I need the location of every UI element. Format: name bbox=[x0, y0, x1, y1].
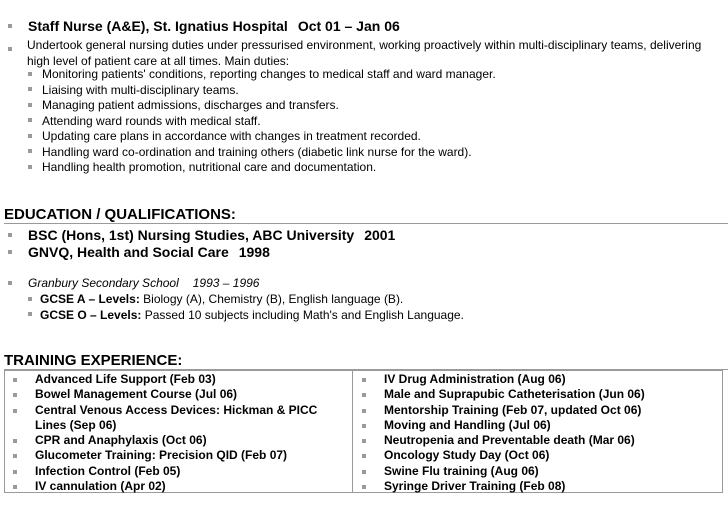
square-bullet-icon bbox=[8, 233, 12, 237]
list-item: Handling health promotion, nutritional care and documentation. bbox=[28, 160, 496, 176]
job-dates: Oct 01 – Jan 06 bbox=[297, 18, 400, 34]
degree-name: GNVQ, Health and Social Care bbox=[28, 244, 229, 260]
degree-item bbox=[8, 244, 270, 260]
square-bullet-icon bbox=[28, 72, 32, 76]
school-item bbox=[8, 276, 259, 290]
square-bullet-icon bbox=[362, 409, 366, 413]
square-bullet-icon bbox=[8, 47, 12, 51]
square-bullet-icon bbox=[28, 87, 32, 91]
job-title: Staff Nurse (A&E), St. Ignatius Hospital bbox=[28, 18, 288, 34]
square-bullet-icon bbox=[13, 485, 17, 489]
job-heading bbox=[8, 18, 400, 34]
column-divider bbox=[352, 371, 353, 492]
list-item: IV cannulation (Apr 02) bbox=[13, 479, 343, 494]
list-item: Managing patient admissions, discharges and transfers. bbox=[28, 98, 496, 114]
gcse-text: Passed 10 subjects including Math's and English Language. bbox=[144, 307, 464, 322]
job-summary: Undertook general nursing duties under pressurised environment, working proactively within multi-disciplinary teams, delivering high level of patient care at all times. Main duties: bbox=[27, 38, 702, 68]
training-list-left bbox=[13, 372, 343, 494]
square-bullet-icon bbox=[13, 393, 17, 397]
square-bullet-icon bbox=[28, 134, 32, 138]
square-bullet-icon bbox=[8, 24, 12, 28]
square-bullet-icon bbox=[362, 454, 366, 458]
list-item bbox=[28, 308, 464, 324]
square-bullet-icon bbox=[28, 103, 32, 107]
list-item: Advanced Life Support (Feb 03) bbox=[13, 372, 343, 387]
training-list-right bbox=[362, 372, 717, 494]
list-item bbox=[28, 292, 464, 308]
square-bullet-icon bbox=[362, 393, 366, 397]
job-duties-list bbox=[28, 67, 496, 176]
list-item: Moving and Handling (Jul 06) bbox=[362, 418, 717, 433]
square-bullet-icon bbox=[8, 250, 12, 254]
square-bullet-icon bbox=[13, 454, 17, 458]
list-item: Male and Suprapubic Catheterisation (Jun 06) bbox=[362, 387, 717, 402]
list-item: Neutropenia and Preventable death (Mar 06) bbox=[362, 433, 717, 448]
gcse-text: Biology (A), Chemistry (B), English language (B). bbox=[143, 292, 404, 306]
list-item: Attending ward rounds with medical staff. bbox=[28, 114, 496, 130]
school-name: Granbury Secondary School bbox=[28, 276, 179, 290]
list-item: Oncology Study Day (Oct 06) bbox=[362, 448, 717, 463]
list-item: Bowel Management Course (Jul 06) bbox=[13, 387, 343, 402]
square-bullet-icon bbox=[28, 165, 32, 169]
school-years: 1993 – 1996 bbox=[192, 276, 260, 290]
square-bullet-icon bbox=[362, 439, 366, 443]
square-bullet-icon bbox=[8, 281, 12, 285]
list-item: Syringe Driver Training (Feb 08) bbox=[362, 479, 717, 494]
list-item: CPR and Anaphylaxis (Oct 06) bbox=[13, 433, 343, 448]
training-table bbox=[4, 370, 723, 493]
square-bullet-icon bbox=[13, 378, 17, 382]
square-bullet-icon bbox=[362, 485, 366, 489]
degree-item bbox=[8, 227, 395, 243]
list-item: Infection Control (Feb 05) bbox=[13, 464, 343, 479]
square-bullet-icon bbox=[28, 118, 32, 122]
gcse-list bbox=[28, 292, 464, 323]
list-item: Monitoring patients' conditions, reporting changes to medical staff and ward manager. bbox=[28, 67, 496, 83]
training-heading: TRAINING EXPERIENCE: bbox=[4, 352, 728, 370]
square-bullet-icon bbox=[28, 149, 32, 153]
list-item: Swine Flu training (Aug 06) bbox=[362, 464, 717, 479]
degree-year: 1998 bbox=[238, 244, 270, 260]
degree-year: 2001 bbox=[364, 227, 396, 243]
square-bullet-icon bbox=[362, 378, 366, 382]
square-bullet-icon bbox=[13, 439, 17, 443]
list-item: IV Drug Administration (Aug 06) bbox=[362, 372, 717, 387]
gcse-label: GCSE A – Levels: bbox=[40, 292, 140, 306]
list-item: Handling ward co-ordination and training others (diabetic link nurse for the ward). bbox=[28, 145, 496, 161]
degree-name: BSC (Hons, 1st) Nursing Studies, ABC University bbox=[28, 227, 355, 243]
list-item: Updating care plans in accordance with changes in treatment recorded. bbox=[28, 129, 496, 145]
list-item: Liaising with multi-disciplinary teams. bbox=[28, 83, 496, 99]
square-bullet-icon bbox=[28, 297, 32, 301]
list-item: Glucometer Training: Precision QID (Feb 07) bbox=[13, 448, 343, 463]
square-bullet-icon bbox=[362, 470, 366, 474]
gcse-label: GCSE O – Levels: bbox=[40, 307, 142, 322]
square-bullet-icon bbox=[13, 409, 17, 413]
square-bullet-icon bbox=[13, 470, 17, 474]
list-item: Central Venous Access Devices: Hickman & PICC Lines (Sep 06) bbox=[13, 403, 343, 434]
square-bullet-icon bbox=[28, 312, 32, 316]
education-heading: EDUCATION / QUALIFICATIONS: bbox=[4, 206, 728, 224]
list-item: Mentorship Training (Feb 07, updated Oct 06) bbox=[362, 403, 717, 418]
square-bullet-icon bbox=[362, 424, 366, 428]
